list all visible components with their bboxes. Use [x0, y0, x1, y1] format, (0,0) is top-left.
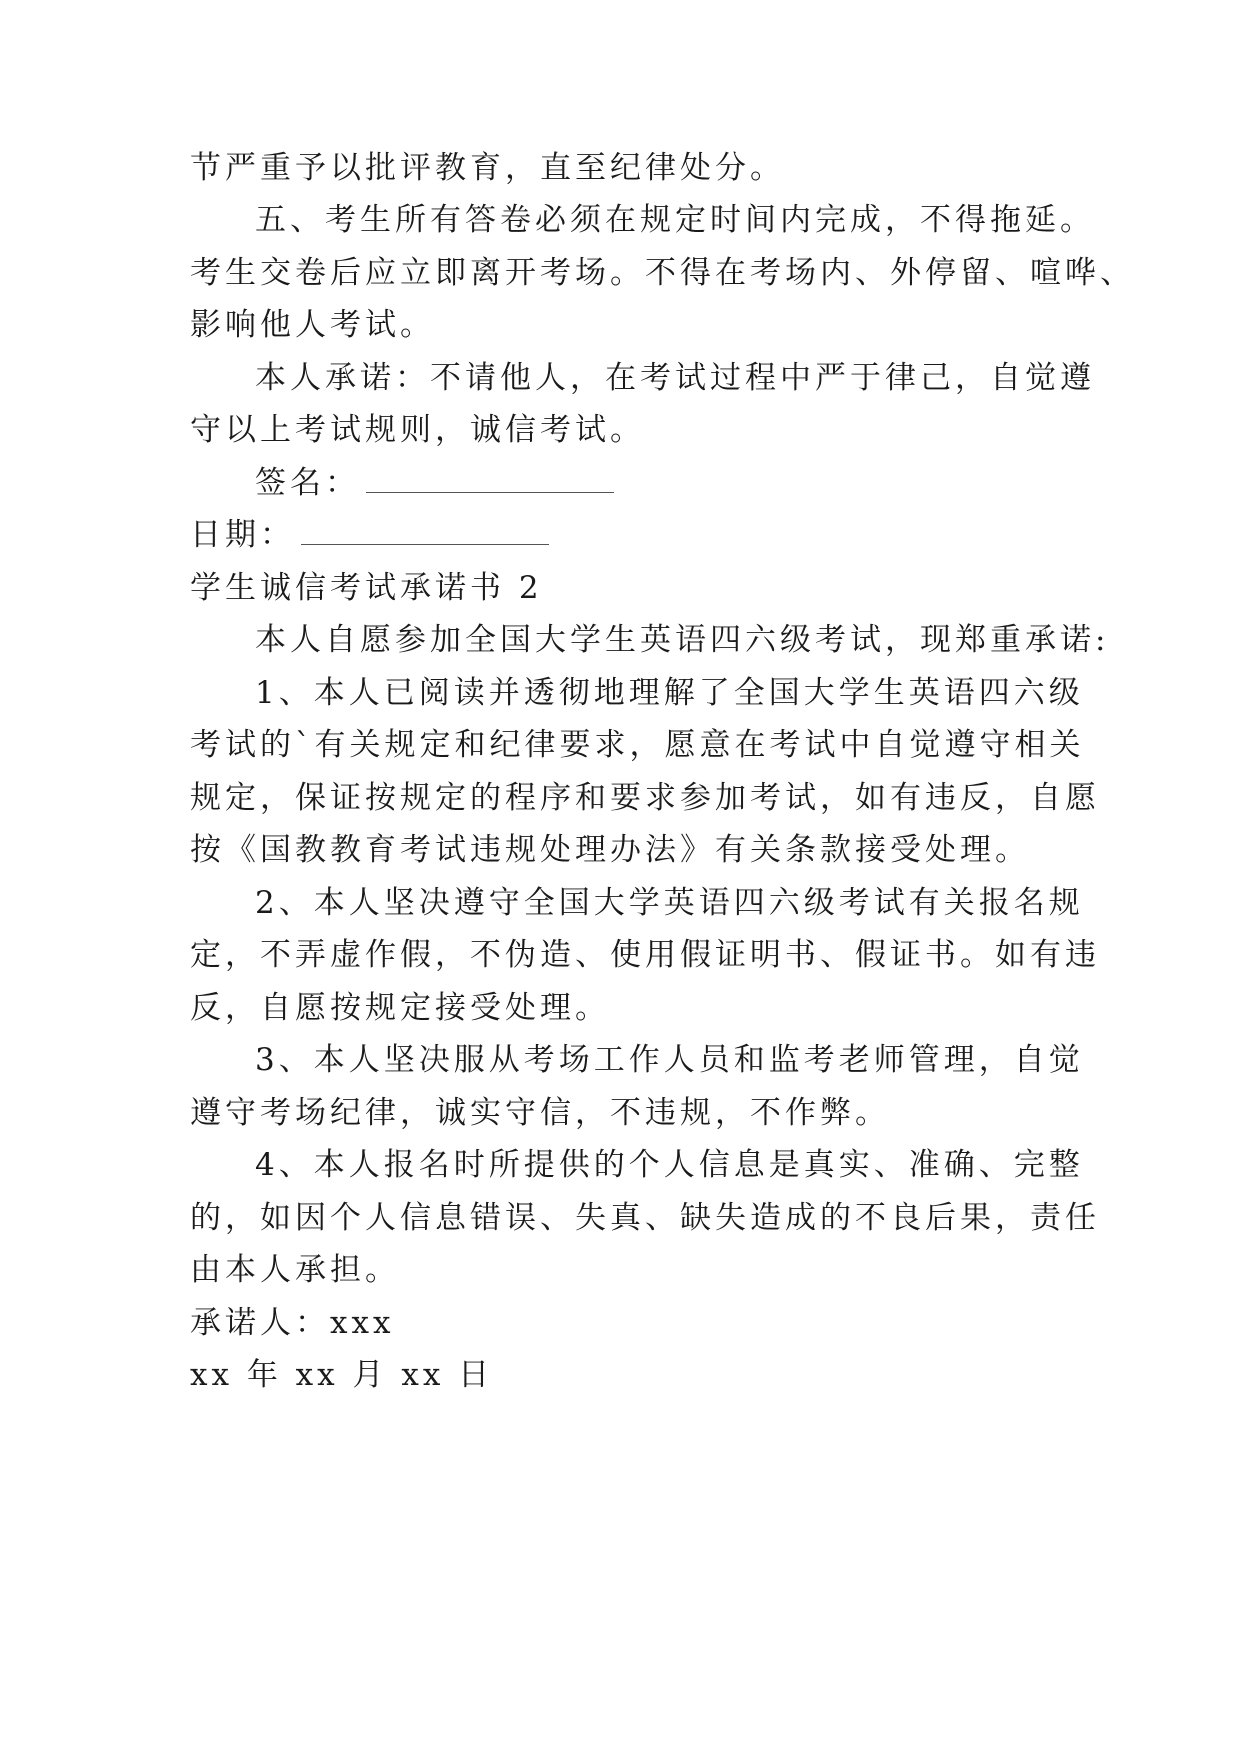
signature-label: 签名：: [255, 465, 360, 501]
body-line: 五、考生所有答卷必须在规定时间内完成，不得拖延。: [255, 202, 1095, 238]
body-line: 由本人承担。: [190, 1252, 400, 1288]
body-line: 的，如因个人信息错误、失真、缺失造成的不良后果，责任: [190, 1200, 1100, 1236]
body-line: 规定，保证按规定的程序和要求参加考试，如有违反，自愿: [190, 780, 1100, 816]
body-line: 考生交卷后应立即离开考场。不得在考场内、外停留、喧哗、: [190, 255, 1135, 291]
body-line: 按《国教教育考试违规处理办法》有关条款接受处理。: [190, 832, 1030, 868]
signature-blank: [366, 466, 614, 493]
body-line: 本人承诺：不请他人，在考试过程中严于律己，自觉遵: [255, 360, 1095, 396]
body-line: 1、本人已阅读并透彻地理解了全国大学生英语四六级: [255, 675, 1084, 711]
body-line: 守以上考试规则，诚信考试。: [190, 412, 645, 448]
signature-line: [255, 463, 614, 503]
date-blank: [301, 518, 549, 545]
promiser-line: 承诺人：xxx: [190, 1305, 395, 1341]
body-line: 反，自愿按规定接受处理。: [190, 990, 610, 1026]
body-line: 考试的`有关规定和纪律要求，愿意在考试中自觉遵守相关: [190, 727, 1085, 763]
body-line: 定，不弄虚作假，不伪造、使用假证明书、假证书。如有违: [190, 937, 1100, 973]
body-line: 影响他人考试。: [190, 307, 435, 343]
date-text: xx 年 xx 月 xx 日: [190, 1357, 494, 1393]
body-line: 3、本人坚决服从考场工作人员和监考老师管理，自觉: [255, 1042, 1084, 1078]
body-line: 4、本人报名时所提供的个人信息是真实、准确、完整: [255, 1147, 1084, 1183]
body-line: 节严重予以批评教育，直至纪律处分。: [190, 150, 785, 186]
body-line: 2、本人坚决遵守全国大学英语四六级考试有关报名规: [255, 885, 1084, 921]
section-title: 学生诚信考试承诺书 2: [190, 570, 543, 606]
body-line: 本人自愿参加全国大学生英语四六级考试，现郑重承诺:: [255, 622, 1110, 658]
body-line: 遵守考场纪律，诚实守信，不违规，不作弊。: [190, 1095, 890, 1131]
date-line: [190, 515, 549, 555]
date-label: 日期：: [190, 517, 295, 553]
